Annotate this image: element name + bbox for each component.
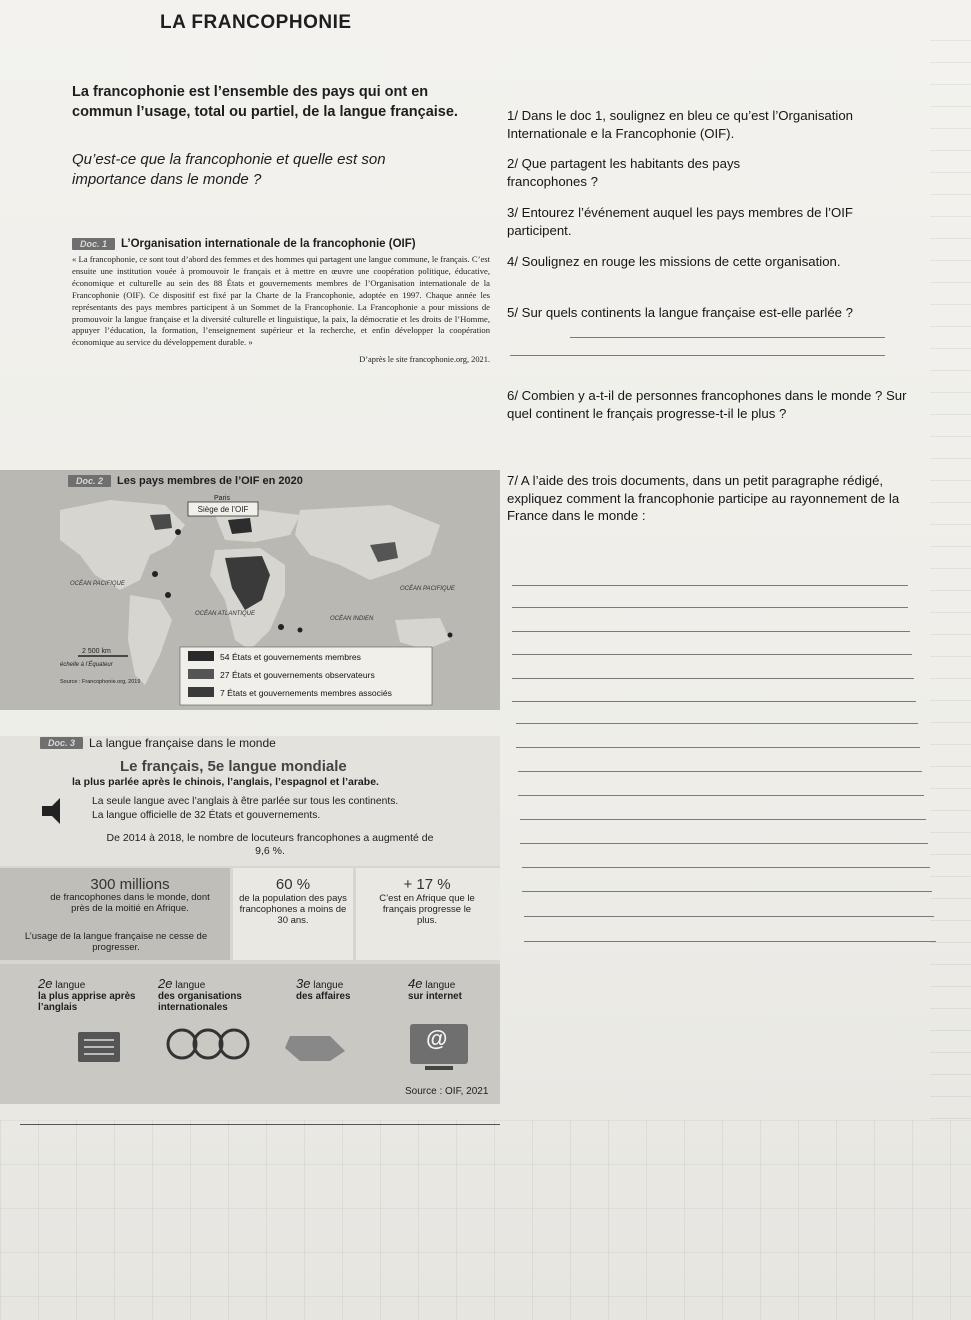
doc3-block — [0, 736, 500, 1104]
answer-line[interactable] — [516, 747, 920, 748]
rank4-num: 4e — [408, 976, 423, 991]
rank4-text: sur internet — [408, 991, 462, 1002]
dot-caribbean — [152, 571, 158, 577]
answer-line[interactable] — [520, 843, 928, 844]
doc3-subline: la plus parlée après le chinois, l’anglais, l’espagnol et l’arabe. — [72, 776, 379, 788]
dot-guyana — [165, 592, 171, 598]
answer-line[interactable] — [522, 867, 930, 868]
doc1-header — [72, 238, 490, 250]
rank1-block — [38, 976, 148, 1013]
seat-label: Siège de l’OIF — [197, 505, 249, 514]
stat3-text: C’est en Afrique que le français progresse le plus. — [379, 893, 475, 926]
legend-members: 54 États et gouvernements membres — [220, 652, 361, 662]
doc3-header — [40, 736, 276, 750]
stat1-value: 300 millions — [90, 876, 170, 893]
stat3-block — [372, 876, 482, 926]
rank3-label: langue — [313, 980, 344, 991]
stat1-block — [40, 876, 220, 914]
answer-line[interactable] — [512, 607, 908, 608]
problem-question: Qu’est-ce que la francophonie et quelle est son importance dans le monde ? — [72, 151, 386, 188]
doc3-title: La langue française dans le monde — [89, 736, 276, 750]
rank4-block — [408, 976, 498, 1002]
rank1-text: la plus apprise après l’anglais — [38, 991, 136, 1013]
answer-line[interactable] — [518, 795, 924, 796]
answer-line[interactable] — [524, 916, 934, 917]
legend-swatch-members — [188, 651, 214, 661]
ocean-pacific-left-label: OCÉAN PACIFIQUE — [70, 581, 125, 587]
answer-line[interactable] — [510, 355, 885, 356]
dot-reunion — [298, 628, 303, 633]
dot-madagascar — [278, 624, 284, 630]
doc3-source: Source : OIF, 2021 — [405, 1086, 489, 1097]
stat2-text: de la population des pays francophones a moins de 30 ans. — [239, 893, 347, 926]
doc2-block — [0, 470, 500, 710]
rank3-text: des affaires — [296, 991, 351, 1002]
answer-line[interactable] — [522, 891, 932, 892]
answer-line[interactable] — [512, 701, 916, 702]
ocean-indian-label: OCÉAN INDIEN — [330, 616, 374, 622]
background-lines — [930, 40, 971, 1120]
doc2-tag: Doc. 2 — [68, 475, 111, 487]
stat2-block — [238, 876, 348, 926]
doc3-tag: Doc. 3 — [40, 737, 83, 749]
map-source: Source : Francophonie.org, 2019 — [60, 679, 141, 685]
dot-pacific-island — [448, 633, 453, 638]
rank3-block — [296, 976, 396, 1002]
ocean-pacific-right-label: OCÉAN PACIFIQUE — [400, 586, 455, 592]
answer-line[interactable] — [512, 631, 910, 632]
question-7: 7/ A l’aide des trois documents, dans un petit paragraphe rédigé, expliquez comment la francophonie participe au rayonnement de la France dans le monde : — [507, 473, 900, 523]
answer-line[interactable] — [512, 654, 912, 655]
answer-line[interactable] — [518, 771, 922, 772]
doc1-block — [72, 238, 490, 448]
question-1: 1/ Dans le doc 1, soulignez en bleu ce qu’est l’Organisation Internationale e la Francophonie (OIF). — [507, 108, 854, 141]
question-5: 5/ Sur quels continents la langue française est-elle parlée ? — [507, 305, 854, 320]
rank3-num: 3e — [296, 976, 311, 991]
background-grid — [0, 1120, 971, 1320]
doc3-fact1: La seule langue avec l’anglais à être parlée sur tous les continents. — [92, 796, 399, 807]
at-icon: @ — [426, 1026, 448, 1051]
doc1-title: L’Organisation internationale de la francophonie (OIF) — [121, 238, 416, 250]
rank2-label: langue — [175, 980, 206, 991]
doc2-header — [68, 475, 303, 487]
rank1-num: 2e — [38, 976, 53, 991]
stat2-value: 60 % — [275, 876, 311, 893]
doc1-source: D’après le site francophonie.org, 2021. — [359, 355, 490, 365]
scale-note: échelle à l’Équateur — [60, 662, 113, 668]
legend-associates: 7 États et gouvernements membres associés — [220, 688, 392, 698]
answer-line[interactable] — [512, 585, 908, 586]
scale-label: 2 500 km — [82, 648, 111, 655]
dot-quebec — [175, 529, 181, 535]
stat1-text: de francophones dans le monde, dont près de la moitié en Afrique. — [50, 892, 210, 914]
paris-label: Paris — [214, 495, 230, 502]
intro-definition: La francophonie est l’ensemble des pays qui ont en commun l’usage, total ou partiel, de la langue française. — [72, 84, 458, 120]
stat3-value: + 17 % — [403, 876, 451, 893]
answer-line[interactable] — [516, 723, 918, 724]
ocean-atlantic-label: OCÉAN ATLANTIQUE — [195, 611, 256, 617]
legend-observers: 27 États et gouvernements observateurs — [220, 670, 375, 680]
answer-line[interactable] — [520, 819, 926, 820]
answer-line[interactable] — [570, 337, 885, 338]
rank2-num: 2e — [158, 976, 173, 991]
bottom-rule — [20, 1124, 500, 1125]
question-2: 2/ Que partagent les habitants des pays francophones ? — [507, 156, 741, 189]
europe-members — [228, 518, 252, 534]
page-title: LA FRANCOPHONIE — [160, 12, 352, 33]
rank2-text: des organisations internationales — [158, 991, 242, 1013]
answer-line[interactable] — [512, 678, 914, 679]
rank4-label: langue — [425, 980, 456, 991]
answer-line[interactable] — [524, 941, 936, 942]
question-6: 6/ Combien y a-t-il de personnes francophones dans le monde ? Sur quel continent le français progresse-t-il le plus ? — [507, 388, 907, 421]
legend-swatch-associates — [188, 687, 214, 697]
doc3-growth: De 2014 à 2018, le nombre de locuteurs francophones a augmenté de 9,6 %. — [106, 832, 434, 857]
question-3: 3/ Entourez l’événement auquel les pays membres de l’OIF participent. — [507, 205, 853, 238]
rank1-label: langue — [55, 980, 86, 991]
rank2-block — [158, 976, 278, 1013]
doc1-tag: Doc. 1 — [72, 238, 115, 250]
legend-swatch-observers — [188, 669, 214, 679]
doc3-headline: Le français, 5e langue mondiale — [120, 758, 347, 775]
doc1-text: « La francophonie, ce sont tout d’abord des femmes et des hommes qui partagent une langue commune, le français. C’est ensuite une institution vouée à promouvoir le français et à mettre en œuvre une coopération politique, éducative, économique et culturelle au sein des 88 États et gouvernements membres de l’Organisation internationale de la Francophonie (OIF). Ce dispositif est fixé par la Charte de la Francophonie, adoptée en 1997. Chaque année les représentants des pays membres participent à un Sommet de la Francophonie. La Francophonie a pour missions de promouvoir la langue française et la diversité culturelle et linguistique, la paix, la démocratie et les droits de l’Homme, appuyer l’éducation, la formation, l’enseignement supérieur et la recherche, et enfin développer la coopération économique au service du développement durable. » — [72, 254, 490, 348]
world-map — [0, 470, 500, 710]
question-4: 4/ Soulignez en rouge les missions de cette organisation. — [507, 254, 841, 269]
doc3-fact2: La langue officielle de 32 États et gouvernements. — [92, 810, 321, 821]
stat1-extra: L’usage de la langue française ne cesse de progresser. — [24, 931, 208, 953]
doc2-title: Les pays membres de l’OIF en 2020 — [117, 475, 303, 487]
